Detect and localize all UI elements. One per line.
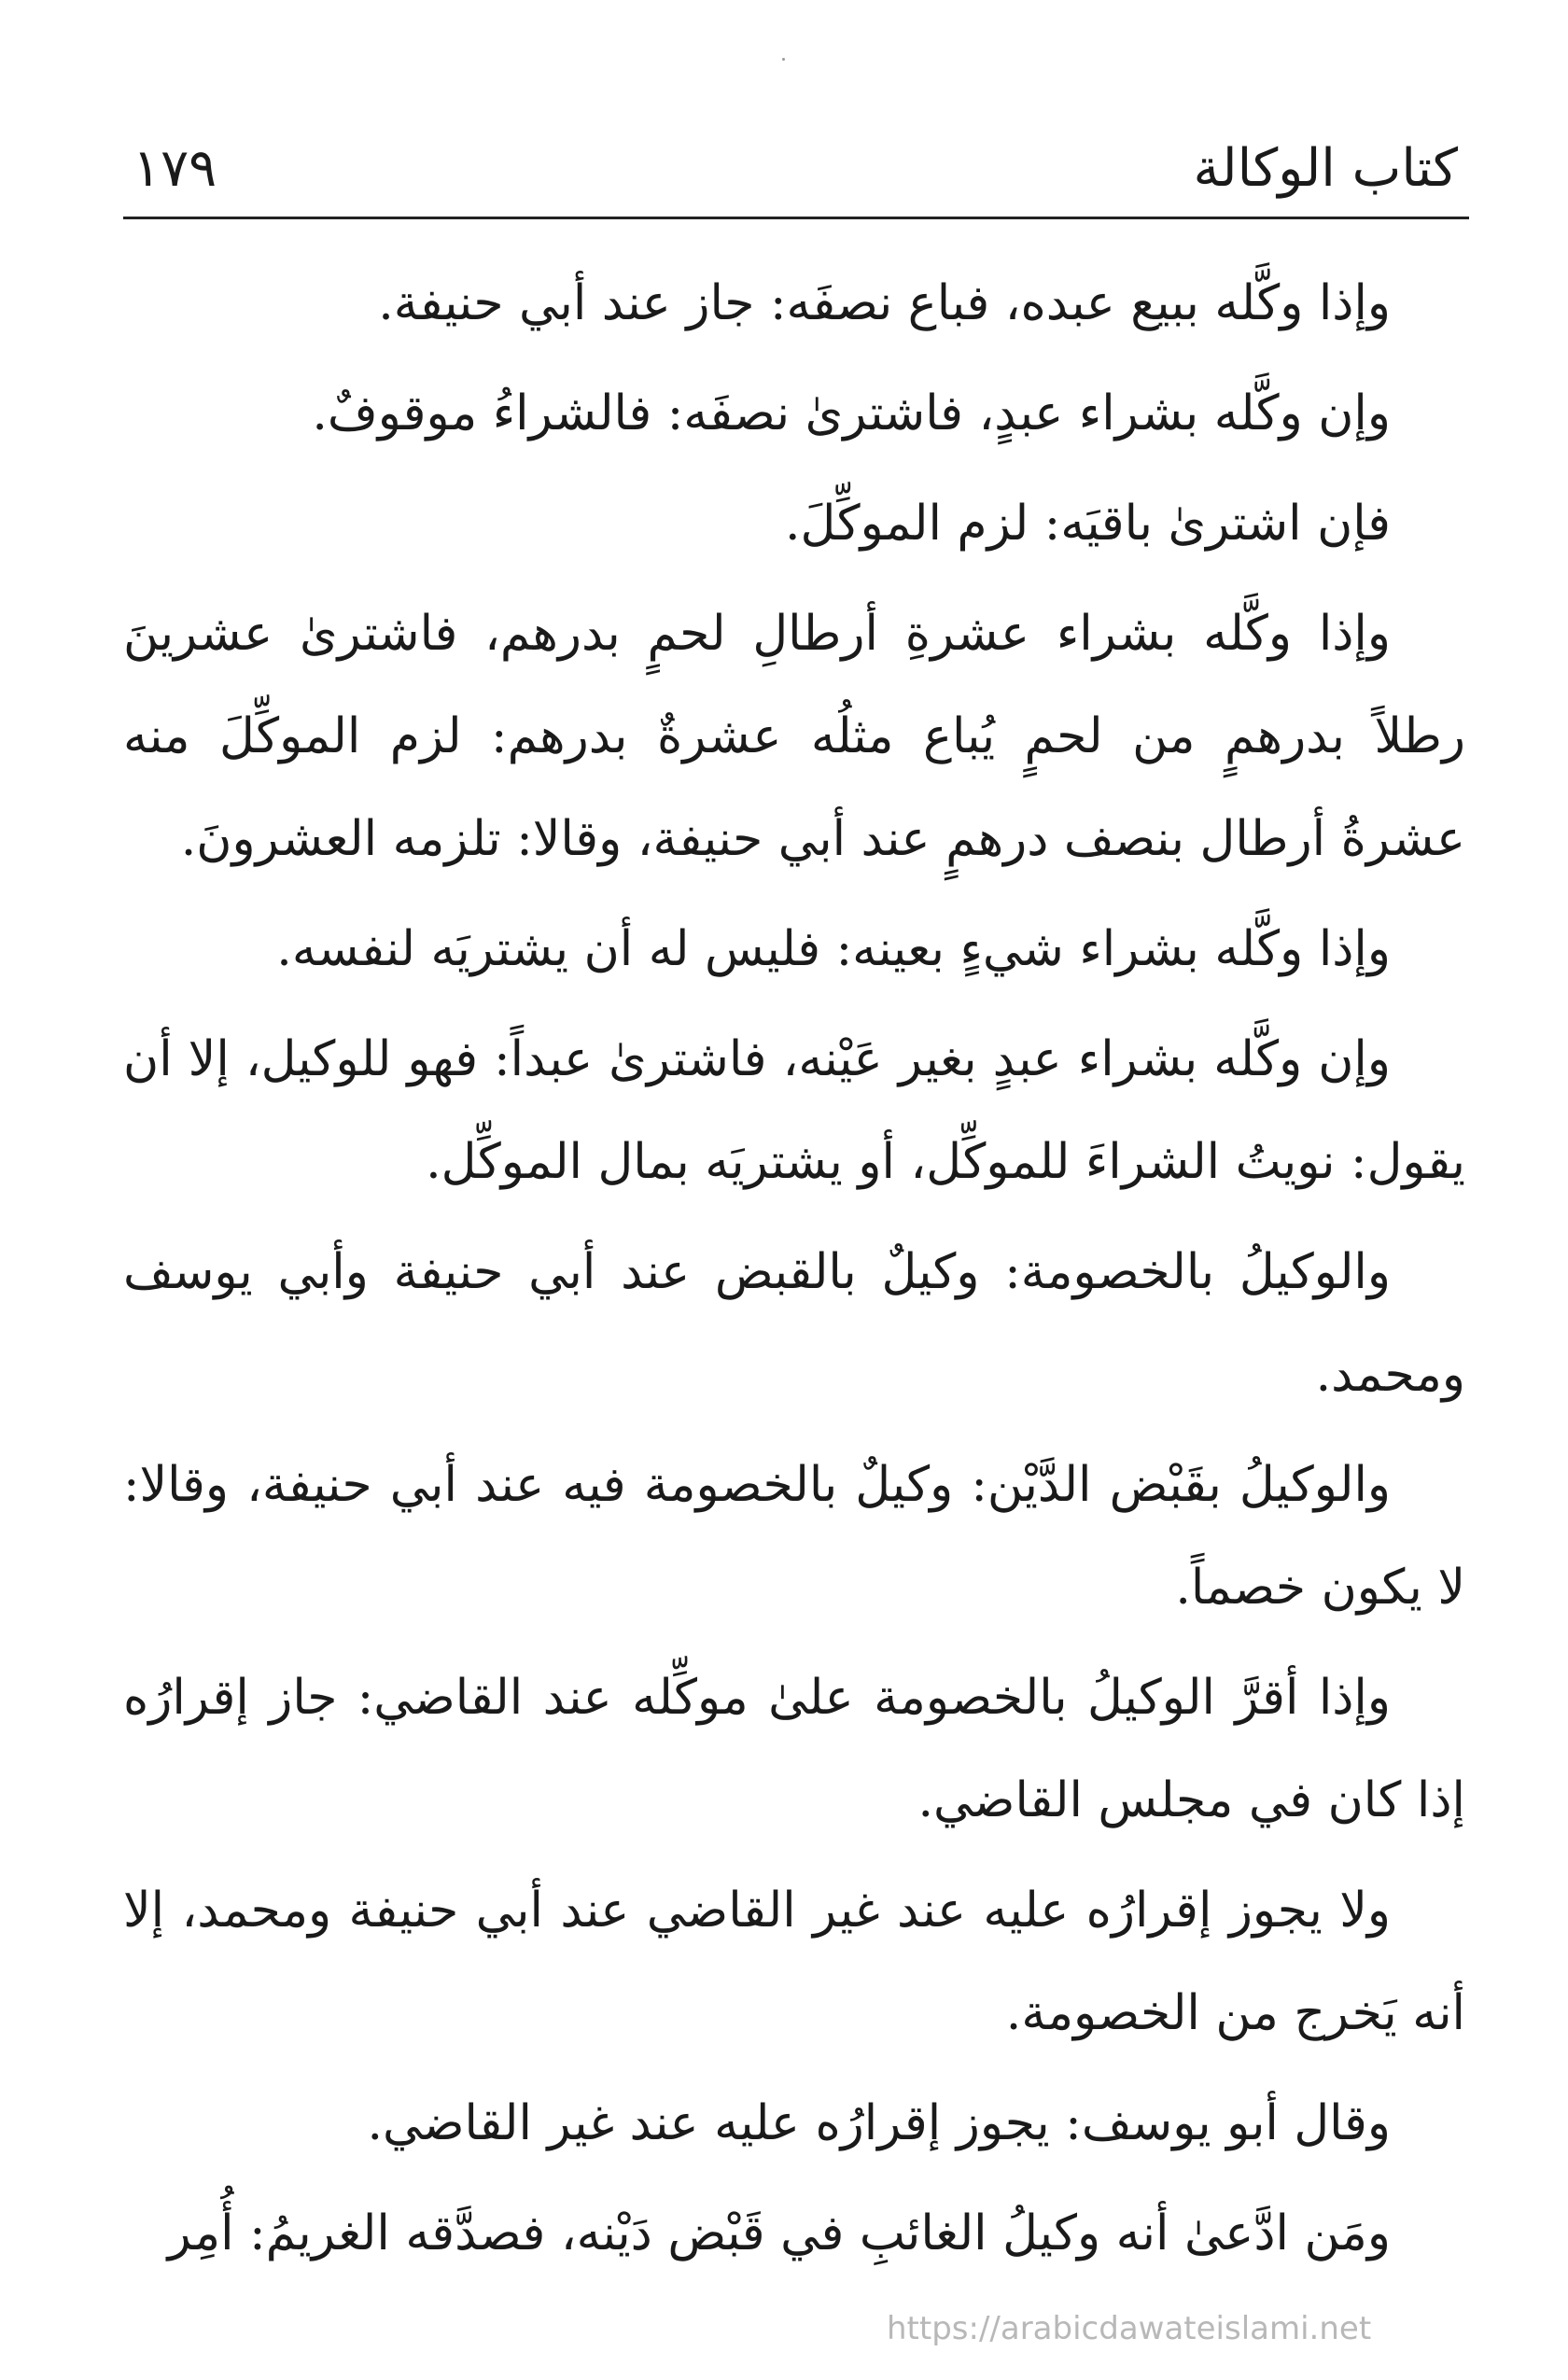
paragraph: وقال أبو يوسف: يجوز إقرارُه عليه عند غير القاضي. bbox=[367, 2095, 1391, 2151]
chapter-title: كتاب الوكالة bbox=[1193, 138, 1458, 199]
page-header bbox=[123, 131, 1469, 219]
paragraph: والوكيلُ بقَبْض الدَّيْن: وكيلٌ بالخصومة فيه عند أبي حنيفة، وقالا: لا يكون خصماً. bbox=[123, 1457, 1465, 1616]
page-number: ١٧٩ bbox=[133, 138, 217, 199]
watermark-url: https://arabicdawateislami.net bbox=[887, 2310, 1372, 2347]
paragraph: فإن اشترىٰ باقيَه: لزم الموكِّلَ. bbox=[785, 496, 1391, 552]
paragraph: والوكيلُ بالخصومة: وكيلٌ بالقبض عند أبي حنيفة وأبي يوسف ومحمد. bbox=[123, 1244, 1465, 1403]
paragraph: ولا يجوز إقرارُه عليه عند غير القاضي عند أبي حنيفة ومحمد، إلا أنه يَخرج من الخصومة. bbox=[123, 1883, 1465, 2041]
paragraph: وإن وكَّله بشراء عبدٍ بغير عَيْنه، فاشترىٰ عبداً: فهو للوكيل، إلا أن يقول: نويتُ الشراءَ للموكِّل، أو يشتريَه بمال الموكِّل. bbox=[123, 1031, 1465, 1190]
paragraph: وإن وكَّله بشراء عبدٍ، فاشترىٰ نصفَه: فالشراءُ موقوفٌ. bbox=[312, 385, 1391, 441]
paragraph: وإذا وكَّله ببيع عبده، فباع نصفَه: جاز عند أبي حنيفة. bbox=[378, 275, 1391, 331]
page-body bbox=[123, 252, 1465, 2292]
paragraph: وإذا أقرَّ الوكيلُ بالخصومة علىٰ موكِّله عند القاضي: جاز إقرارُه إذا كان في مجلس القاضي. bbox=[123, 1670, 1465, 1828]
paragraph: وإذا وكَّله بشراء عشرةِ أرطالِ لحمٍ بدرهم، فاشترىٰ عشرينَ رطلاً بدرهمٍ من لحمٍ يُباع مثلُه عشرةٌ بدرهم: لزم الموكِّلَ منه عشرةُ أرطال بنصف درهمٍ عند أبي حنيفة، وقالا: تلزمه العشرونَ. bbox=[123, 606, 1465, 867]
paragraph: ومَن ادَّعىٰ أنه وكيلُ الغائبِ في قَبْض دَيْنه، فصدَّقه الغريمُ: أُمِر bbox=[167, 2205, 1391, 2261]
paragraph: وإذا وكَّله بشراء شيءٍ بعينه: فليس له أن يشتريَه لنفسه. bbox=[276, 921, 1391, 977]
scan-speck bbox=[782, 58, 785, 61]
